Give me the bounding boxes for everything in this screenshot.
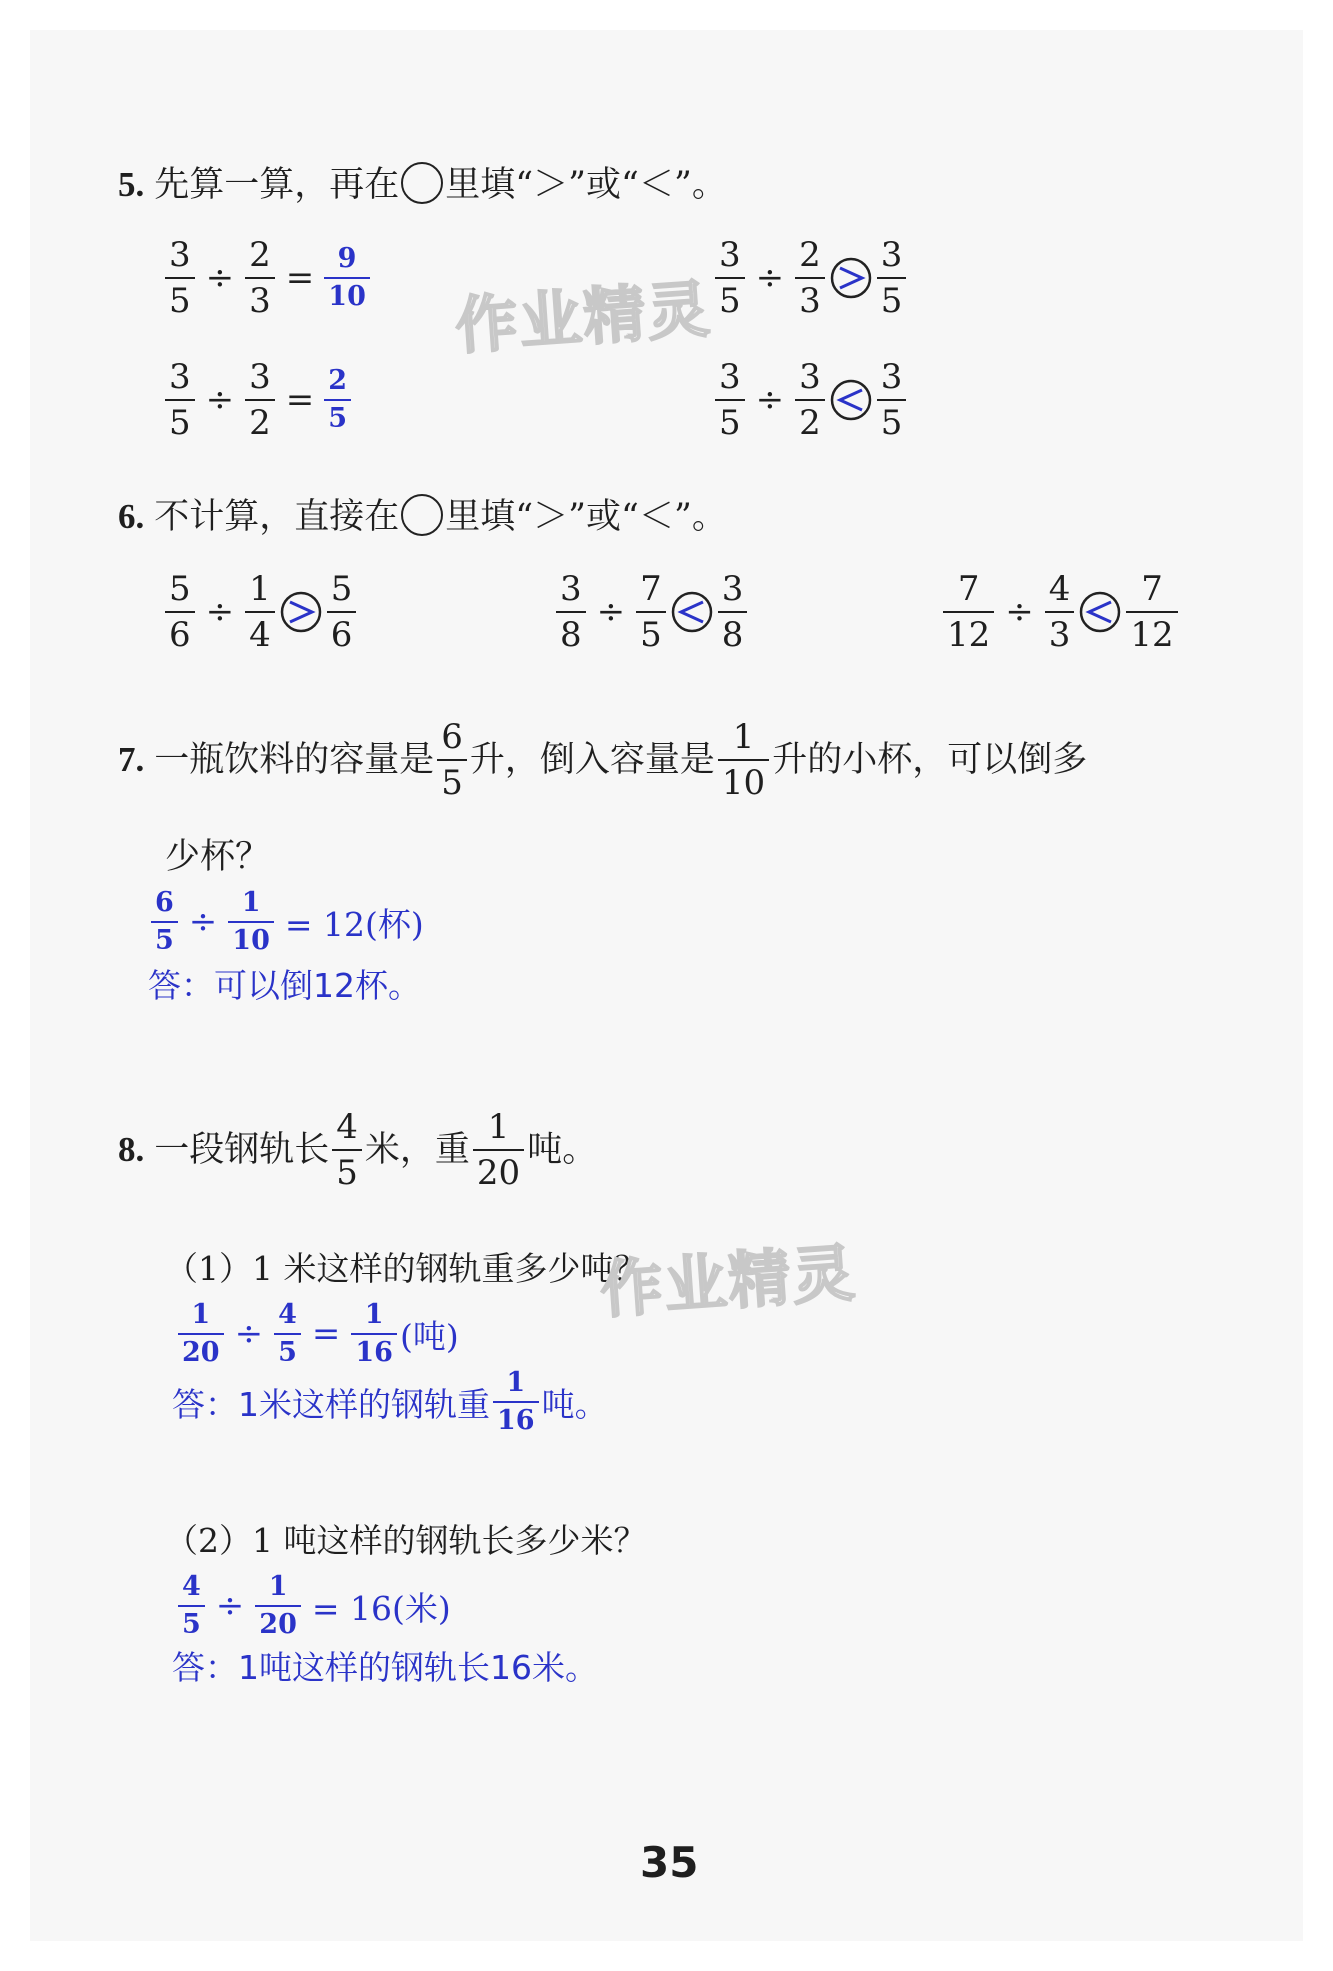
numerator: 5 bbox=[330, 569, 353, 609]
question-5-title bbox=[118, 162, 727, 207]
numerator: 5 bbox=[169, 569, 191, 609]
fraction bbox=[1126, 570, 1177, 654]
numerator: 1 bbox=[249, 569, 271, 609]
comparison-circle-greater-icon bbox=[829, 256, 873, 300]
numerator: 2 bbox=[328, 365, 348, 396]
comparison-circle-less-icon bbox=[670, 590, 714, 634]
q5-left-expr-2 bbox=[162, 358, 353, 442]
denominator: 12 bbox=[947, 615, 991, 655]
fraction bbox=[943, 570, 994, 654]
question-number: 8. bbox=[118, 1130, 145, 1169]
watermark: 作业精灵 bbox=[453, 272, 714, 363]
denominator: 5 bbox=[719, 403, 741, 443]
denominator: 16 bbox=[497, 1405, 535, 1436]
equals-sign: = bbox=[311, 1314, 341, 1354]
denominator: 8 bbox=[560, 615, 582, 655]
numerator: 3 bbox=[560, 569, 582, 609]
divide-sign: ÷ bbox=[755, 380, 785, 420]
calc-result: = 12(杯) bbox=[284, 904, 424, 944]
denominator: 5 bbox=[640, 615, 662, 655]
denominator: 10 bbox=[721, 763, 766, 803]
fraction bbox=[795, 358, 825, 442]
fraction bbox=[351, 1300, 397, 1368]
watermark: 作业精灵 bbox=[598, 1236, 859, 1327]
answer-fraction bbox=[324, 366, 351, 434]
q6-expr-3 bbox=[940, 570, 1181, 654]
fraction bbox=[327, 570, 357, 654]
q5-left-expr-1 bbox=[162, 236, 372, 320]
fraction bbox=[795, 236, 825, 320]
q8-sub2-answer: 答：1吨这样的钢轨长16米。 bbox=[172, 1648, 598, 1687]
q8-sub1-answer bbox=[172, 1368, 608, 1436]
fraction bbox=[151, 888, 178, 956]
fraction bbox=[178, 1572, 205, 1640]
denominator: 8 bbox=[721, 615, 744, 655]
question-text: 一瓶饮料的容量是 bbox=[154, 740, 435, 780]
equals-sign: = bbox=[285, 380, 315, 420]
numerator: 1 bbox=[241, 887, 261, 918]
answer-text: 答：1米这样的钢轨重 bbox=[172, 1384, 490, 1424]
fraction bbox=[636, 570, 666, 654]
q6-expr-2 bbox=[553, 570, 750, 654]
numerator: 2 bbox=[249, 235, 271, 275]
page-number: 35 bbox=[640, 1838, 699, 1887]
fraction bbox=[165, 358, 195, 442]
divide-sign: ÷ bbox=[1005, 592, 1034, 632]
numerator: 4 bbox=[278, 1299, 297, 1330]
q5-right-expr-2 bbox=[712, 358, 909, 442]
numerator: 1 bbox=[487, 1107, 510, 1147]
numerator: 4 bbox=[336, 1107, 358, 1147]
denominator: 5 bbox=[328, 403, 348, 434]
numerator: 1 bbox=[732, 717, 755, 757]
divide-sign: ÷ bbox=[755, 258, 785, 298]
numerator: 4 bbox=[1048, 569, 1071, 609]
denominator: 6 bbox=[330, 615, 353, 655]
denominator: 5 bbox=[182, 1609, 201, 1640]
question-text: 先算一算，再在 bbox=[154, 165, 400, 205]
denominator: 20 bbox=[259, 1609, 297, 1640]
fraction bbox=[274, 1300, 301, 1368]
denominator: 5 bbox=[719, 281, 741, 321]
fraction bbox=[245, 358, 275, 442]
fraction bbox=[165, 236, 195, 320]
question-7-text bbox=[118, 718, 1087, 802]
numerator: 3 bbox=[169, 357, 191, 397]
q8-sub1-calculation bbox=[175, 1300, 459, 1368]
denominator: 5 bbox=[169, 403, 191, 443]
numerator: 1 bbox=[364, 1299, 384, 1330]
denominator: 20 bbox=[476, 1153, 521, 1193]
q8-subquestion-2: （2）1 吨这样的钢轨长多少米？ bbox=[165, 1521, 647, 1560]
divide-sign: ÷ bbox=[205, 592, 235, 632]
numerator: 4 bbox=[182, 1571, 201, 1602]
numerator: 7 bbox=[957, 569, 980, 609]
answer-fraction bbox=[324, 244, 370, 312]
divide-sign: ÷ bbox=[188, 902, 218, 942]
unit: (吨) bbox=[399, 1316, 459, 1356]
fraction bbox=[255, 1572, 301, 1640]
question-text: 不计算，直接在 bbox=[154, 497, 400, 537]
divide-sign: ÷ bbox=[215, 1586, 245, 1626]
divide-sign: ÷ bbox=[205, 258, 235, 298]
numerator: 6 bbox=[441, 717, 463, 757]
denominator: 2 bbox=[799, 403, 821, 443]
denominator: 10 bbox=[328, 281, 366, 312]
fraction bbox=[178, 1300, 224, 1368]
circle-icon bbox=[401, 162, 443, 204]
q8-sub2-calculation bbox=[175, 1572, 451, 1640]
fraction bbox=[718, 718, 769, 802]
circle-icon bbox=[401, 494, 443, 536]
denominator: 2 bbox=[249, 403, 271, 443]
equals-sign: = bbox=[285, 258, 315, 298]
fraction bbox=[556, 570, 586, 654]
numerator: 2 bbox=[799, 235, 821, 275]
fraction bbox=[332, 1108, 362, 1192]
denominator: 5 bbox=[278, 1337, 297, 1368]
question-6-title bbox=[118, 494, 727, 539]
question-text: 升的小杯，可以倒多 bbox=[772, 740, 1088, 780]
q8-subquestion-1: （1）1 米这样的钢轨重多少吨？ bbox=[165, 1249, 647, 1288]
numerator: 3 bbox=[249, 357, 271, 397]
denominator: 4 bbox=[249, 615, 271, 655]
fraction bbox=[437, 718, 467, 802]
numerator: 3 bbox=[880, 357, 903, 397]
numerator: 1 bbox=[191, 1299, 211, 1330]
answer-text: 吨。 bbox=[541, 1384, 608, 1424]
divide-sign: ÷ bbox=[234, 1314, 264, 1354]
question-text-end: 里填“＞”或“＜”。 bbox=[445, 497, 727, 537]
denominator: 5 bbox=[880, 281, 903, 321]
fraction bbox=[245, 236, 275, 320]
question-number: 5. bbox=[118, 165, 145, 204]
denominator: 5 bbox=[169, 281, 191, 321]
denominator: 5 bbox=[155, 925, 174, 956]
numerator: 7 bbox=[640, 569, 662, 609]
comparison-circle-greater-icon bbox=[279, 590, 323, 634]
fraction bbox=[473, 1108, 524, 1192]
denominator: 5 bbox=[336, 1153, 358, 1193]
fraction bbox=[877, 236, 907, 320]
question-text: 一段钢轨长 bbox=[154, 1130, 330, 1170]
denominator: 12 bbox=[1130, 615, 1174, 655]
fraction bbox=[1045, 570, 1075, 654]
numerator: 3 bbox=[719, 357, 741, 397]
q7-calculation bbox=[148, 888, 424, 956]
calc-result: = 16(米) bbox=[311, 1588, 451, 1628]
denominator: 6 bbox=[169, 615, 191, 655]
denominator: 3 bbox=[1048, 615, 1071, 655]
numerator: 3 bbox=[721, 569, 744, 609]
denominator: 3 bbox=[799, 281, 821, 321]
fraction bbox=[715, 236, 745, 320]
denominator: 5 bbox=[441, 763, 463, 803]
question-8-text bbox=[118, 1108, 597, 1192]
denominator: 5 bbox=[880, 403, 903, 443]
question-text-end: 里填“＞”或“＜”。 bbox=[445, 165, 727, 205]
denominator: 20 bbox=[182, 1337, 220, 1368]
numerator: 1 bbox=[268, 1571, 288, 1602]
q7-answer: 答：可以倒12杯。 bbox=[148, 966, 421, 1005]
fraction bbox=[877, 358, 907, 442]
numerator: 1 bbox=[506, 1367, 526, 1398]
q5-right-expr-1 bbox=[712, 236, 909, 320]
comparison-circle-less-icon bbox=[1078, 590, 1122, 634]
question-text: 吨。 bbox=[527, 1130, 598, 1170]
numerator: 3 bbox=[880, 235, 903, 275]
question-text: 米，重 bbox=[364, 1130, 470, 1170]
fraction bbox=[165, 570, 195, 654]
fraction bbox=[245, 570, 275, 654]
denominator: 10 bbox=[232, 925, 270, 956]
fraction bbox=[715, 358, 745, 442]
question-number: 7. bbox=[118, 740, 145, 779]
numerator: 3 bbox=[799, 357, 821, 397]
question-number: 6. bbox=[118, 497, 145, 536]
question-text: 升，倒入容量是 bbox=[469, 740, 715, 780]
divide-sign: ÷ bbox=[205, 380, 235, 420]
comparison-circle-less-icon bbox=[829, 378, 873, 422]
fraction bbox=[228, 888, 274, 956]
numerator: 7 bbox=[1141, 569, 1163, 609]
question-7-text-cont: 少杯？ bbox=[165, 837, 271, 877]
denominator: 3 bbox=[249, 281, 271, 321]
fraction bbox=[493, 1368, 539, 1436]
numerator: 9 bbox=[337, 243, 357, 274]
numerator: 3 bbox=[719, 235, 741, 275]
fraction bbox=[718, 570, 748, 654]
numerator: 6 bbox=[155, 887, 174, 918]
denominator: 16 bbox=[355, 1337, 393, 1368]
numerator: 3 bbox=[169, 235, 191, 275]
q6-expr-1 bbox=[162, 570, 359, 654]
divide-sign: ÷ bbox=[596, 592, 626, 632]
